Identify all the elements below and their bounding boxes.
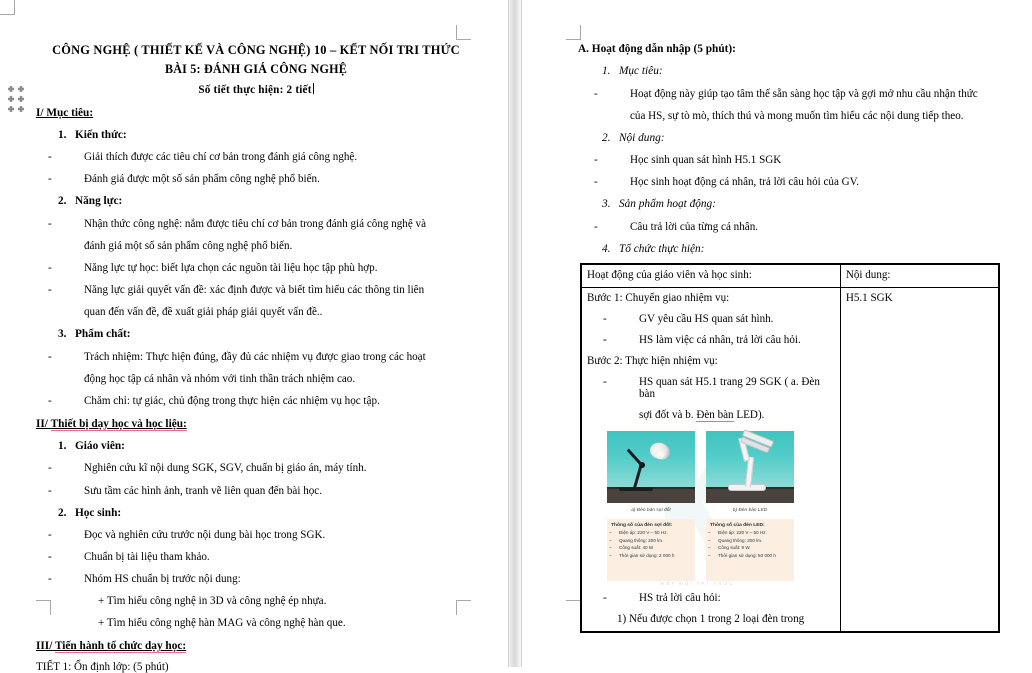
activity-table — [580, 263, 1000, 633]
bullet: - HS làm việc cá nhân, trả lời câu hỏi. — [587, 334, 835, 346]
document-title-line-1: CÔNG NGHỆ ( THIẾT KẾ VÀ CÔNG NGHỆ) 10 – KẾT NỐI TRI THỨC — [52, 43, 460, 57]
desk-surface — [607, 489, 695, 503]
figure-caption-b: b) Đèn bàn LED — [732, 507, 768, 512]
margin-crop-mark-top-left — [566, 25, 581, 40]
bullet-continuation: động học tập cá nhân và nhóm với tinh thần trách nhiệm cao. — [84, 372, 356, 385]
spec-box-title: Thông số của đèn sợi đốt: — [611, 523, 673, 528]
bullet: - Học sinh quan sát hình H5.1 SGK — [578, 155, 1002, 166]
bullet: - Chăm chỉ: tự giác, chủ động trong thực hiện các nhiệm vụ học tập. — [36, 396, 476, 407]
table-header-cell-content: Nội dung: — [840, 265, 998, 288]
bullet: - Chuẩn bị tài liệu tham khảo. — [36, 552, 476, 563]
table-row — [582, 288, 999, 632]
list-item-kien-thuc — [36, 130, 476, 141]
bullet: - Hoạt động này giúp tạo tâm thế sẵn sàng học tập và gợi mở nhu cầu nhận thức — [578, 89, 1002, 100]
list-item-to-chuc — [578, 244, 1002, 255]
item-number: 4. — [602, 242, 611, 255]
bullet: - Nghiên cứu kĩ nội dung SGK, SGV, chuẩn bị giáo án, máy tính. — [36, 463, 476, 474]
bullet-continuation: đánh giá một số sản phẩm công nghệ phổ biến. — [84, 239, 293, 252]
spec-item: – Thời gian sử dụng: 2 000 h — [612, 553, 695, 558]
spec-box-led — [706, 519, 794, 581]
bullet-continuation: quan đến vấn đề, đề xuất giải pháp giải quyết vấn đề.. — [84, 306, 323, 319]
document-title-line-3 — [36, 83, 476, 96]
text-fragment-spellchecked: Đèn bàn — [696, 409, 734, 421]
spec-item: – Thời gian sử dụng: 50 000 h — [711, 553, 794, 558]
bullet: - HS trả lời câu hỏi: — [587, 592, 835, 604]
text-fragment: sợi đốt và b. — [639, 409, 697, 421]
text-fragment: LED). — [733, 409, 765, 421]
item-label: Học sinh: — [75, 506, 122, 519]
margin-crop-mark-top-left — [0, 0, 15, 15]
spec-list — [706, 530, 794, 558]
step-1-title: Bước 1: Chuyển giao nhiệm vụ: — [587, 292, 730, 304]
paragraph-drag-handle[interactable] — [8, 86, 22, 112]
item-label: Tổ chức thực hiện: — [619, 242, 705, 255]
spec-item: – Điện áp: 220 V – 50 Hz. — [711, 530, 794, 535]
bullet: - Học sinh hoạt động cá nhân, trả lời câu hỏi của GV. — [578, 177, 1002, 188]
sub-bullet: + Tìm hiểu công nghệ hàn MAG và công nghệ hàn que. — [98, 617, 346, 630]
heading-activity-a: A. Hoạt động dẫn nhập (5 phút): — [578, 43, 736, 55]
bullet: - Năng lực tự học: biết lựa chọn các nguồn tài liệu học tập phù hợp. — [36, 263, 476, 274]
photo-incandescent-lamp — [607, 431, 695, 503]
bullet: - Nhận thức công nghệ: nắm được tiêu chí cơ bản trong đánh giá công nghệ và — [36, 219, 476, 230]
item-number: 1. — [58, 440, 67, 453]
document-title-line-2: BÀI 5: ĐÁNH GIÁ CÔNG NGHỆ — [164, 62, 348, 77]
led-desk-lamp-icon — [724, 435, 778, 491]
item-number: 2. — [602, 131, 611, 144]
spec-item: – Quang thông: 200 lm. — [612, 538, 695, 543]
heading-prefix: III/ — [36, 640, 55, 653]
table-cell-content: H5.1 SGK — [840, 288, 998, 632]
item-label: Kiến thức: — [75, 129, 127, 141]
list-item-giao-vien — [36, 441, 476, 452]
bullet: - Đánh giá được một số sản phẩm công nghệ phổ biến. — [36, 174, 476, 185]
list-item-muc-tieu — [578, 66, 1002, 77]
spec-item: – Quang thông: 200 lm. — [711, 538, 794, 543]
margin-crop-mark-top-right — [456, 25, 471, 40]
textbook-figure-h5-1 — [607, 431, 795, 586]
table-cell-activities — [582, 288, 841, 632]
item-label: Sản phẩm hoạt động: — [619, 198, 716, 211]
table-header-cell-activities: Hoạt động của giáo viên và học sinh: — [582, 265, 841, 288]
item-number: 1. — [58, 129, 67, 141]
item-number: 2. — [58, 506, 67, 519]
figure-caption-a: a) Đèn bàn sợi đốt — [631, 507, 671, 512]
item-number: 3. — [602, 198, 611, 211]
item-label: Năng lực: — [75, 195, 123, 208]
spec-box-incandescent — [607, 519, 695, 581]
list-item-noi-dung — [578, 133, 1002, 144]
bullet: - Nhóm HS chuẩn bị trước nội dung: — [36, 574, 476, 585]
item-label: Nội dung: — [619, 131, 665, 144]
step-2-title: Bước 2: Thực hiện nhiệm vụ: — [587, 355, 718, 367]
table-header-row — [582, 265, 999, 288]
figure-watermark-text: KẾT NỐI TRI THỨC — [661, 581, 735, 586]
bullet: - GV yêu cầu HS quan sát hình. — [587, 313, 835, 325]
item-label: Phẩm chất: — [75, 328, 131, 341]
heading-text-spellchecked: Thiết bị dạy học và học liệu: — [50, 417, 187, 430]
item-number: 2. — [58, 195, 67, 208]
item-label: Giáo viên: — [75, 440, 125, 453]
bullet-continuation: của HS, sự tò mò, thích thú và mong muốn tìm hiểu các nội dung tiếp theo. — [630, 109, 964, 122]
list-item-san-pham — [578, 199, 1002, 210]
photo-led-lamp — [706, 431, 794, 503]
right-page-text-body — [578, 44, 1002, 255]
heading-section-2 — [36, 419, 476, 430]
list-item-hoc-sinh — [36, 508, 476, 519]
spec-item: – Công suất: 40 W — [612, 545, 695, 550]
left-page-text-body — [36, 44, 476, 673]
lesson-period-text: Số tiết thực hiện: 2 tiết — [198, 83, 312, 96]
item-label: Mục tiêu: — [619, 65, 663, 78]
bullet: - Câu trả lời của từng cá nhân. — [578, 222, 1002, 233]
heading-text-spellchecked: Tiến hành tổ chức dạy học: — [54, 640, 187, 653]
spec-box-title: Thông số của đèn LED: — [710, 523, 765, 528]
item-number: 3. — [58, 328, 67, 341]
bullet: - Năng lực giải quyết vấn đề: xác định được và biết tìm hiểu các thông tin liên — [36, 285, 476, 296]
gutter-line-left — [508, 0, 509, 667]
heading-prefix: II/ — [36, 417, 51, 430]
bullet: - Sưu tầm các hình ảnh, tranh vẽ liên quan đến bài học. — [36, 486, 476, 497]
spec-item: – Điện áp: 220 V – 50 Hz. — [612, 530, 695, 535]
bullet: - HS quan sát H5.1 trang 29 SGK ( a. Đèn bàn — [587, 376, 835, 400]
question-item: 1) Nếu được chọn 1 trong 2 loại đèn trong — [617, 613, 805, 625]
text-cursor — [313, 83, 314, 94]
list-item-pham-chat — [36, 329, 476, 340]
document-page-left — [0, 0, 508, 673]
page-gutter — [508, 0, 522, 667]
spec-list — [607, 530, 695, 558]
sub-bullet: + Tìm hiểu công nghệ in 3D và công nghệ ép nhựa. — [98, 595, 327, 608]
incandescent-desk-lamp-icon — [619, 441, 677, 491]
margin-crop-mark-bottom-left — [566, 600, 581, 615]
desk-surface — [706, 489, 794, 503]
bullet-continuation — [587, 409, 835, 421]
bullet: - Giải thích được các tiêu chí cơ bản trong đánh giá công nghệ. — [36, 152, 476, 163]
heading-section-3 — [36, 641, 476, 652]
spec-item: – Công suất: 9 W — [711, 545, 794, 550]
item-number: 1. — [602, 65, 611, 78]
bullet: - Đọc và nghiên cứu trước nội dung bài học trong SGK. — [36, 530, 476, 541]
bullet: - Trách nhiệm: Thực hiện đúng, đầy đủ các nhiệm vụ được giao trong các hoạt — [36, 352, 476, 363]
heading-section-1: I/ Mục tiêu: — [36, 106, 94, 119]
tiet-line: TIẾT 1: Ổn định lớp: (5 phút) — [36, 660, 169, 673]
list-item-nang-luc — [36, 196, 476, 207]
